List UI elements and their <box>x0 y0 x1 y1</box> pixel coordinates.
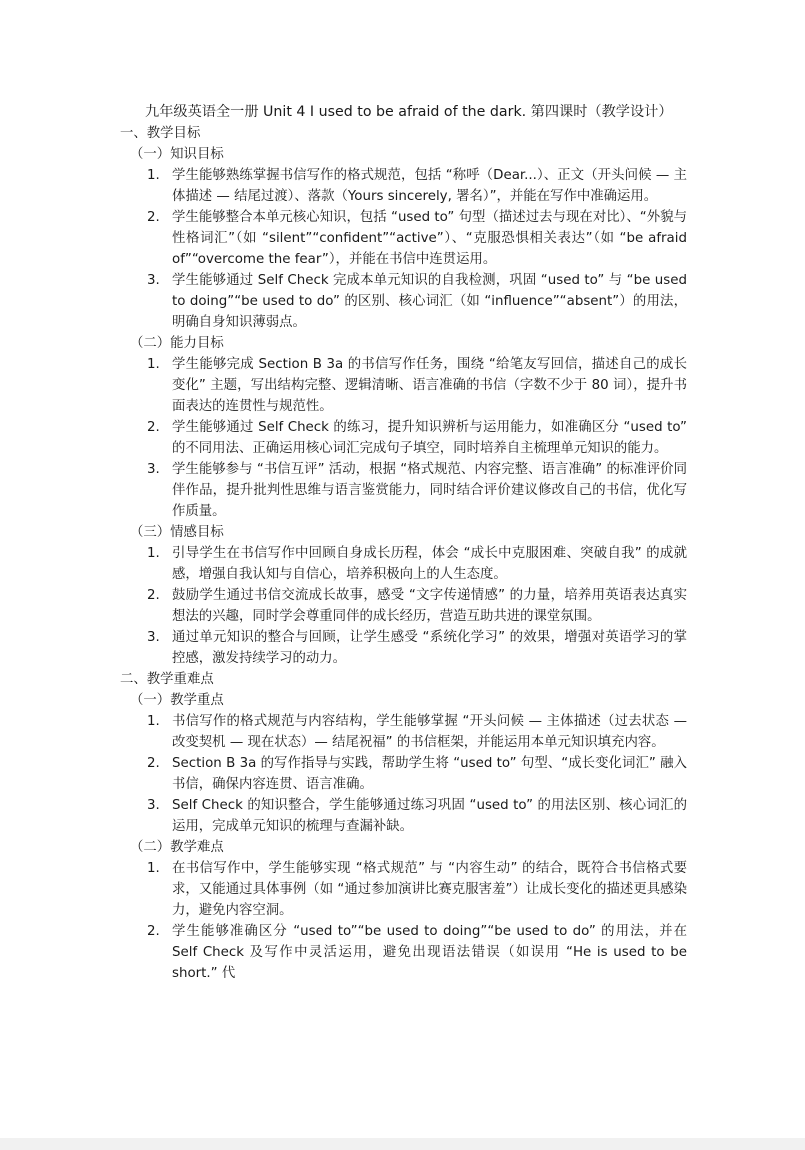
emotional-objectives-list <box>120 543 690 669</box>
key-points-list <box>120 711 690 837</box>
list-item: 1. 学生能够熟练掌握书信写作的格式规范，包括 “称呼（Dear...）、正文（开头问候 — 主体描述 — 结尾过渡）、落款（Yours sincerely, 署名）”，并能在写作中准确运用。 <box>147 168 687 204</box>
subsection-heading: （二）教学难点 <box>130 840 224 855</box>
list-item: 2. 学生能够通过 Self Check 的练习，提升知识辨析与运用能力，如准确区分 “used to” 的不同用法、正确运用核心词汇完成句子填空，同时培养自主梳理单元知识的能力。 <box>147 420 687 456</box>
document-title: 九年级英语全一册 Unit 4 I used to be afraid of the dark. 第四课时（教学设计） <box>145 104 673 120</box>
subsection-heading: （三）情感目标 <box>130 525 224 540</box>
list-item: 1. 书信写作的格式规范与内容结构，学生能够掌握 “开头问候 — 主体描述（过去状态 — 改变契机 — 现在状态）— 结尾祝福” 的书信框架，并能运用本单元知识填充内容。 <box>147 714 687 750</box>
section-heading: 二、教学重难点 <box>120 672 214 687</box>
list-item: 3. 通过单元知识的整合与回顾，让学生感受 “系统化学习” 的效果，增强对英语学习的掌控感，激发持续学习的动力。 <box>147 630 687 666</box>
list-item: 3. Self Check 的知识整合，学生能够通过练习巩固 “used to” 的用法区别、核心词汇的运用，完成单元知识的梳理与查漏补缺。 <box>147 798 687 834</box>
subsection-heading: （二）能力目标 <box>130 336 224 351</box>
document-body <box>120 123 690 984</box>
list-item: 3. 学生能够参与 “书信互评” 活动，根据 “格式规范、内容完整、语言准确” 的标准评价同伴作品，提升批判性思维与语言鉴赏能力，同时结合评价建议修改自己的书信，优化写作质量。 <box>147 462 687 519</box>
list-item: 2. 学生能够整合本单元核心知识，包括 “used to” 句型（描述过去与现在对比）、“外貌与性格词汇”（如 “silent”“confident”“active”）、“克服恐惧相关表达”（如 “be afraid of”“overcome the fear”），并能在书信中连贯运用。 <box>147 210 687 267</box>
list-item: 2. Section B 3a 的写作指导与实践，帮助学生将 “used to” 句型、“成长变化词汇” 融入书信，确保内容连贯、语言准确。 <box>147 756 687 792</box>
list-item: 1. 引导学生在书信写作中回顾自身成长历程，体会 “成长中克服困难、突破自我” 的成就感，增强自我认知与自信心，培养积极向上的人生态度。 <box>147 546 687 582</box>
list-item: 1. 学生能够完成 Section B 3a 的书信写作任务，围绕 “给笔友写回信，描述自己的成长变化” 主题，写出结构完整、逻辑清晰、语言准确的书信（字数不少于 80 词），提升书面表达的连贯性与规范性。 <box>147 357 687 414</box>
list-item: 2. 学生能够准确区分 “used to”“be used to doing”“be used to do” 的用法，并在 Self Check 及写作中灵活运用，避免出现语法错误（如误用 “He is used to be short.” 代 <box>147 924 687 981</box>
ability-objectives-list <box>120 354 690 522</box>
difficult-points-list <box>120 858 690 984</box>
subsection-heading: （一）知识目标 <box>130 147 224 162</box>
list-item: 1. 在书信写作中，学生能够实现 “格式规范” 与 “内容生动” 的结合，既符合书信格式要求，又能通过具体事例（如 “通过参加演讲比赛克服害羞”）让成长变化的描述更具感染力，避免内容空洞。 <box>147 861 687 918</box>
section-heading: 一、教学目标 <box>120 126 201 141</box>
subsection-heading: （一）教学重点 <box>130 693 224 708</box>
knowledge-objectives-list <box>120 165 690 333</box>
list-item: 2. 鼓励学生通过书信交流成长故事，感受 “文字传递情感” 的力量，培养用英语表达真实想法的兴趣，同时学会尊重同伴的成长经历，营造互助共进的课堂氛围。 <box>147 588 687 624</box>
list-item: 3. 学生能够通过 Self Check 完成本单元知识的自我检测，巩固 “used to” 与 “be used to doing”“be used to do” 的区别、核心词汇（如 “influence”“absent”）的用法，明确自身知识薄弱点。 <box>147 273 687 330</box>
